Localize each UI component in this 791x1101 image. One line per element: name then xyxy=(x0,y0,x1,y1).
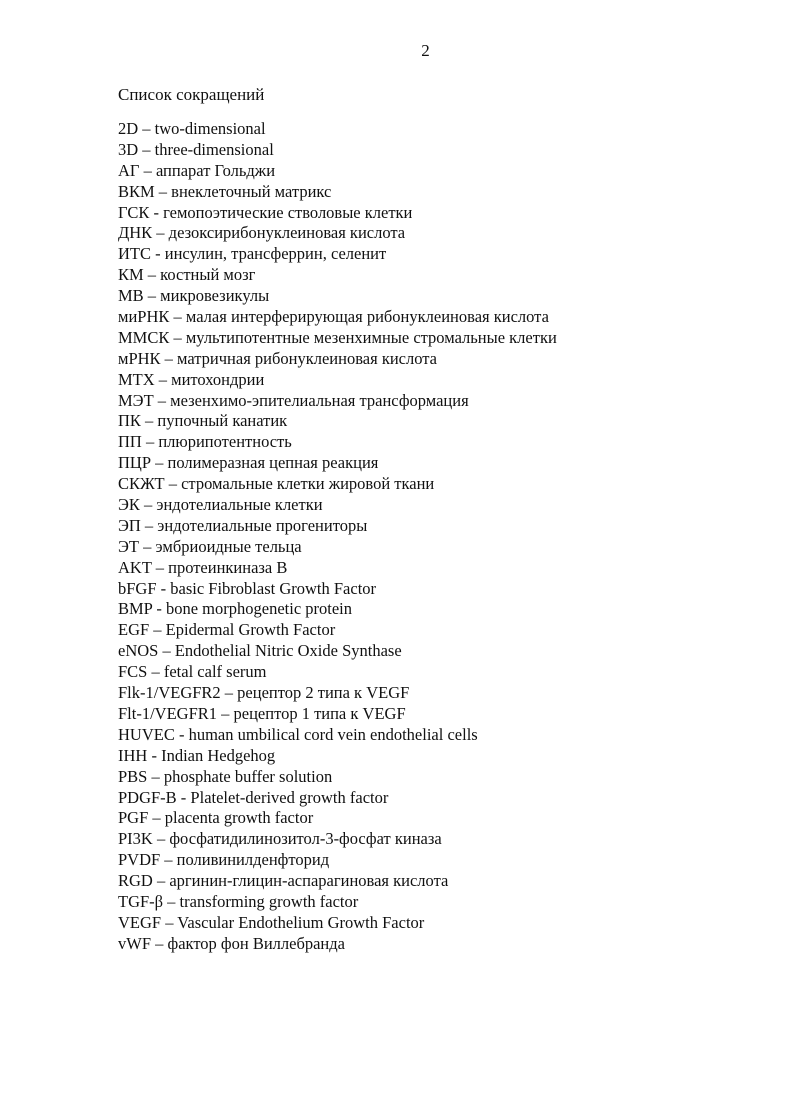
abbreviation-item: МТХ – митохондрии xyxy=(118,369,265,389)
abbreviation-item: МЭТ – мезенхимо-эпителиальная трансформация xyxy=(118,390,469,410)
abbreviation-item: ПП – плюрипотентность xyxy=(118,432,292,452)
abbreviation-item: ЭК – эндотелиальные клетки xyxy=(118,495,323,515)
abbreviation-item: ПК – пупочный канатик xyxy=(118,411,288,431)
abbreviation-item: МВ – микровезикулы xyxy=(118,286,270,306)
abbreviation-item: АГ – аппарат Гольджи xyxy=(118,160,276,180)
abbreviation-item: 3D – three-dimensional xyxy=(118,139,274,159)
abbreviation-item: миРНК – малая интерферирующая рибонуклеиновая кислота xyxy=(118,307,549,327)
abbreviation-item: PDGF-B - Platelet-derived growth factor xyxy=(118,787,389,807)
abbreviation-item: PGF – placenta growth factor xyxy=(118,808,314,828)
abbreviation-item: eNOS – Endothelial Nitric Oxide Synthase xyxy=(118,641,402,661)
abbreviation-item: VEGF – Vascular Endothelium Growth Factor xyxy=(118,912,425,932)
abbreviation-item: 2D – two-dimensional xyxy=(118,119,266,138)
abbreviation-item: vWF – фактор фон Виллебранда xyxy=(118,933,345,953)
abbreviation-item: Flk-1/VEGFR2 – рецептор 2 типа к VEGF xyxy=(118,683,410,703)
abbreviation-item: КМ – костный мозг xyxy=(118,265,256,285)
abbreviation-item: ГСК - гемопоэтические стволовые клетки xyxy=(118,202,413,222)
abbreviation-item: EGF – Epidermal Growth Factor xyxy=(118,620,336,640)
page-number: 2 xyxy=(421,41,430,60)
abbreviation-item: СКЖТ – стромальные клетки жировой ткани xyxy=(118,474,435,494)
abbreviation-item: AKT – протеинкиназа B xyxy=(118,557,288,577)
abbreviation-item: PVDF – поливинилденфторид xyxy=(118,850,330,870)
abbreviation-item: RGD – аргинин-глицин-аспарагиновая кислота xyxy=(118,871,449,891)
abbreviation-list xyxy=(118,119,557,955)
abbreviation-item: мРНК – матричная рибонуклеиновая кислота xyxy=(118,348,437,368)
abbreviation-item: ВКМ – внеклеточный матрикс xyxy=(118,181,332,201)
abbreviation-item: IHH - Indian Hedgehog xyxy=(118,745,276,765)
abbreviation-item: ИТС - инсулин, трансферрин, селенит xyxy=(118,244,387,264)
abbreviation-item: FCS – fetal calf serum xyxy=(118,662,267,682)
abbreviation-item: ЭТ – эмбриоидные тельца xyxy=(118,536,302,556)
abbreviation-item: PI3K – фосфатидилинозитол-3-фосфат киназа xyxy=(118,829,442,849)
abbreviation-item: PBS – phosphate buffer solution xyxy=(118,766,333,786)
abbreviation-item: ДНК – дезоксирибонуклеиновая кислота xyxy=(118,223,406,243)
abbreviation-item: ЭП – эндотелиальные прогениторы xyxy=(118,515,368,535)
abbreviation-item: TGF-β – transforming growth factor xyxy=(118,891,359,911)
abbreviation-item: Flt-1/VEGFR1 – рецептор 1 типа к VEGF xyxy=(118,703,406,723)
list-heading: Список сокращений xyxy=(118,85,265,104)
abbreviation-item: BMP - bone morphogenetic protein xyxy=(118,599,353,619)
abbreviation-item: ПЦР – полимеразная цепная реакция xyxy=(118,453,379,473)
abbreviation-item: ММСК – мультипотентные мезенхимные стромальные клетки xyxy=(118,327,557,347)
abbreviation-item: HUVEC - human umbilical cord vein endothelial cells xyxy=(118,724,478,744)
abbreviation-item: bFGF - basic Fibroblast Growth Factor xyxy=(118,578,377,598)
